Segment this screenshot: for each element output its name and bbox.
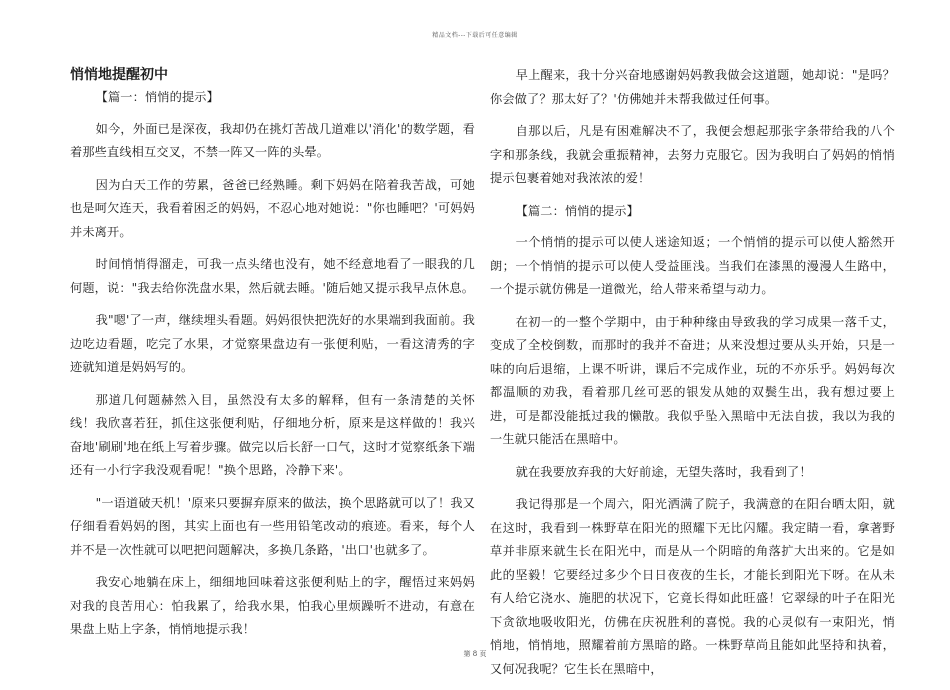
paragraph: 就在我要放弃我的大好前途，无望失落时，我看到了！ <box>515 464 812 479</box>
paragraph: 我记得那是一个周六，阳光洒满了院子，我满意的在阳台晒太阳，就在这时，我看到一株野草在阳光的照耀下无比闪耀。我定睛一看，拿著野草并非原来就生长在阳光中，而是从一个阴暗的角落扩大出来的。它是如此的坚毅！它要经过多少个日日夜夜的生长，才能长到阳光下呀。在从未有人给它浇水、施肥的状况下，它竟长得如此旺盛！它翠绿的叶子在阳光下贪欲地吸收阳光，仿佛在庆祝胜利的喜悦。我的心灵似有一束阳光，悄悄地，悄悄地，照耀着前方黑暗的路。一株野草尚且能如此坚持和执着，又何况我呢？它生长在黑暗中， <box>490 497 895 676</box>
paragraph: 那道几何题赫然入目，虽然没有太多的解释，但有一条清楚的关怀线！我欣喜若狂，抓住这张便利贴，仔细地分析，原来是这样做的！我兴奋地'刷刷'地在纸上写着步骤。做完以后长舒一口气，这时才觉察纸条下端还有一小行字我没观看呢！"换个思路，冷静下来'。 <box>70 392 475 477</box>
left-column <box>70 64 475 651</box>
paragraph: 时间悄悄得溜走，可我一点头绪也没有，她不经意地看了一眼我的几何题，说："我去给你洗盘水果，然后就去睡。'随后她又提示我早点休息。 <box>70 257 475 295</box>
right-column <box>490 64 895 690</box>
paragraph: 如今，外面已是深夜，我却仍在挑灯苦战几道难以'消化'的数学题，看着那些直线相互交叉，不禁一阵又一阵的头晕。 <box>70 121 475 159</box>
paragraph: "一语道破天机！'原来只要摒弃原来的做法，换个思路就可以了！我又仔细看看妈妈的图，其实上面也有一些用铅笔改动的痕迹。看来，每个人并不是一次性就可以吧把问题解决，多换几条路，'出口'也就多了。 <box>70 495 475 557</box>
paragraph: 因为白天工作的劳累，爸爸已经熟睡。剩下妈妈在陪着我苦战，可她也是呵欠连天，我看着困乏的妈妈，不忍心地对她说："你也睡吧？'可妈妈并未离开。 <box>70 177 475 239</box>
paragraph: 我"嗯'了一声，继续埋头看题。妈妈很快把洗好的水果端到我面前。我边吃边看题，吃完了水果，才觉察果盘边有一张便利贴，一看这清秀的字迹就知道是妈妈写的。 <box>70 313 475 374</box>
section-heading-one: 【篇一：悄悄的提示】 <box>95 90 219 104</box>
document-title: 悄悄地提醒初中 <box>70 67 168 83</box>
paragraph: 我安心地躺在床上，细细地回味着这张便利贴上的字，醒悟过来妈妈对我的良苦用心：怕我累了，给我水果，怕我心里烦躁听不进动，有意在果盘上贴上字条，悄悄地提示我！ <box>70 575 475 636</box>
paragraph: 早上醒来，我十分兴奋地感谢妈妈教我做会这道题，她却说："是吗？你会做了？那太好了？'仿佛她并未帮我做过任何事。 <box>490 68 895 106</box>
page-header-note: 精品文档---下载后可任意编辑 <box>432 32 518 39</box>
paragraph: 在初一的一整个学期中，由于种种缘由导致我的学习成果一落千丈，变成了全校倒数，而那时的我并不奋进；从来没想过要从头开始，只是一味的向后退缩，上课不听讲，课后不完成作业，玩的不亦乐乎。妈妈每次都温顺的劝我，看着那几丝可恶的银发从她的双鬓生出，我有想过要上进，可是都没能抵过我的懒散。我似乎坠入黑暗中无法自拔，我以为我的一生就只能活在黑暗中。 <box>490 314 895 446</box>
page-number: 第 8 页 <box>463 650 487 658</box>
paragraph: 一个悄悄的提示可以使人迷途知返；一个悄悄的提示可以使人豁然开朗；一个悄悄的提示可以使人受益匪浅。当我们在漆黑的漫漫人生路中，一个提示就仿佛是一道微光，给人带来希望与动力。 <box>490 235 895 296</box>
section-heading-two: 【篇二：悄悄的提示】 <box>515 203 639 218</box>
paragraph: 自那以后，凡是有困难解决不了，我便会想起那张字条带给我的八个字和那条线，我就会重振精神，去努力克服它。因为我明白了妈妈的悄悄提示包裹着她对我浓浓的爱！ <box>490 124 895 185</box>
